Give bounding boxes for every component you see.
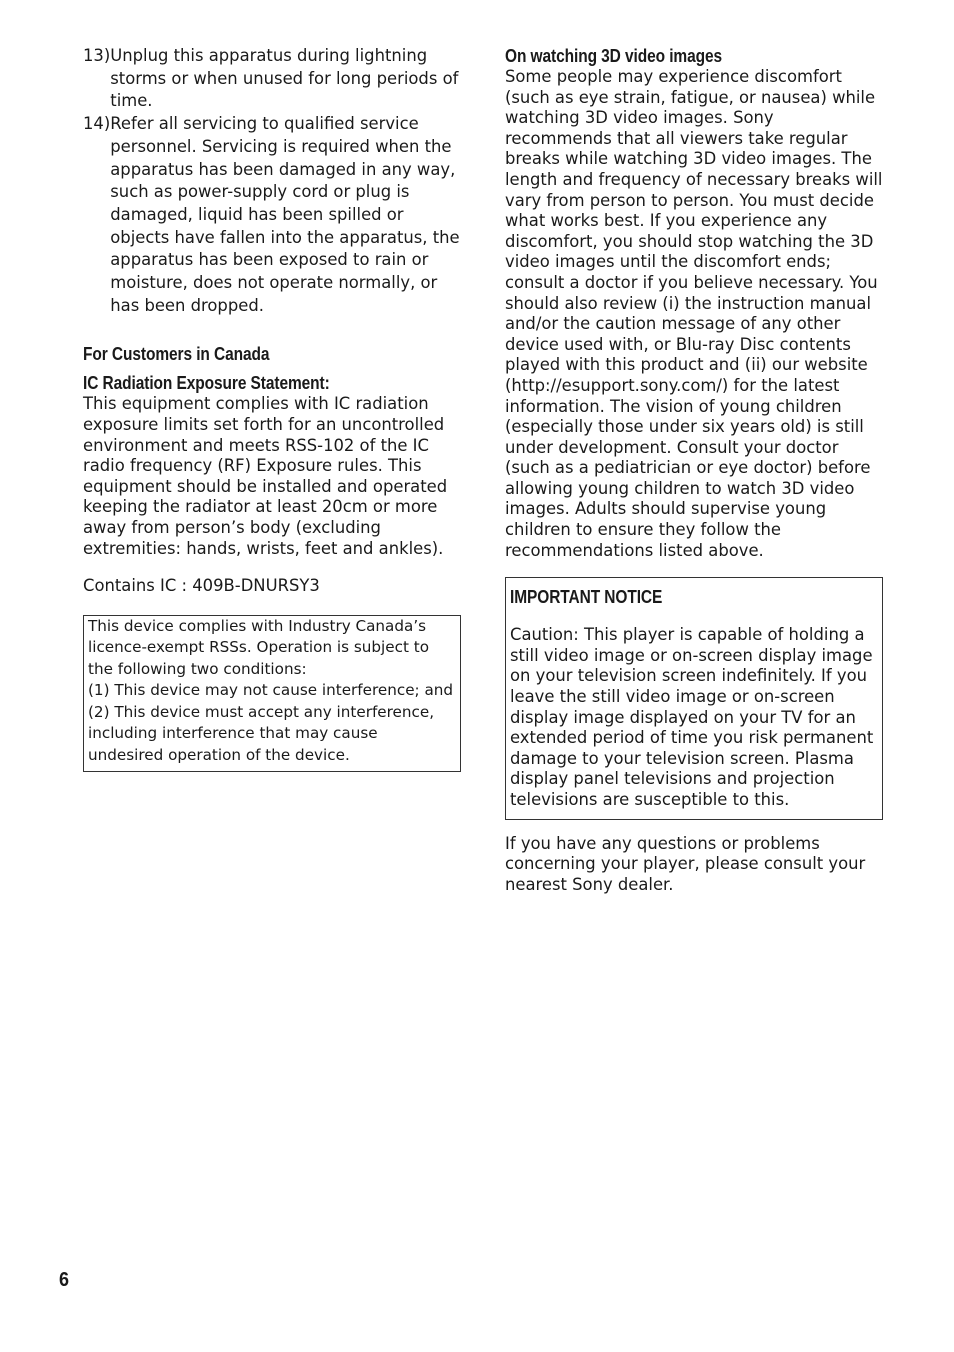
- compliance-condition-2: (2) This device must accept any interference, including interference that may cause undesired operation of the device.: [88, 702, 435, 764]
- list-item: [83, 45, 461, 113]
- important-notice-text: Caution: This player is capable of holding a still video image or on-screen display image on your television screen indefinitely. If you leave the still video image or on-screen display image displayed on your TV for an extended period of time you risk permanent damage to your television screen. Plasma display panel televisions and projection televisions are susceptible to this.: [510, 625, 874, 809]
- ic-heading: IC Radiation Exposure Statement:: [83, 373, 330, 394]
- watching-3d-text: Some people may experience discomfort (such as eye strain, fatigue, or nausea) while watching 3D video images. Sony recommends that all viewers take regular breaks while watching 3D video images. The length and frequency of necessary breaks will vary from person to person. You must decide what works best. If you experience any discomfort, you should stop watching the 3D video images until the discomfort ends; consult a doctor if you believe necessary. You should also review (i) the instruction manual and/or the caution message of any other device used with, or Blu-ray Disc contents played with this product and (ii) our website (http://esupport.sony.com/) for the latest information. The vision of young children (especially those under six years old) is still under development. Consult your doctor (such as a pediatrician or eye doctor) before allowing young children to watch 3D video images. Adults should supervise young children to ensure they follow the recommendations listed above.: [505, 67, 883, 560]
- ic-statement-text: This equipment complies with IC radiation exposure limits set forth for an uncontrolled environment and meets RSS-102 of the IC radio frequency (RF) Exposure rules. This equipment should be installed and operated keeping the radiator at least 20cm or more away from person’s body (excluding extremities: hands, wrists, feet and ankles).: [83, 394, 448, 558]
- canada-heading: For Customers in Canada: [83, 344, 270, 365]
- list-item: [83, 113, 461, 317]
- page-number: 6: [59, 1269, 70, 1291]
- compliance-intro: This device complies with Industry Canada’s licence-exempt RSSs. Operation is subject to the following two conditions:: [88, 616, 429, 678]
- closing-text: If you have any questions or problems concerning your player, please consult your nearest Sony dealer.: [505, 833, 866, 894]
- compliance-box: [83, 615, 461, 773]
- list-item-text: Unplug this apparatus during lightning storms or when unused for long periods of time.: [110, 46, 459, 111]
- right-column: [505, 44, 883, 895]
- compliance-condition-1: (1) This device may not cause interference; and: [88, 681, 454, 700]
- list-item-number: 14): [83, 114, 111, 134]
- list-item-text: Refer all servicing to qualified service personnel. Servicing is required when the apparatus has been damaged in any way, such as power-supply cord or plug is damaged, liquid has been spilled or objects have fallen into the apparatus, the apparatus has been exposed to rain or moisture, does not operate normally, or has been dropped.: [110, 114, 460, 315]
- watching-3d-heading: On watching 3D video images: [505, 46, 723, 66]
- list-item-number: 13): [83, 46, 111, 65]
- left-column: [83, 44, 461, 772]
- important-notice-box: [505, 577, 883, 819]
- safety-instructions-list: [83, 45, 461, 317]
- contains-ic-text: Contains IC : 409B-DNURSY3: [83, 576, 320, 596]
- important-notice-heading: IMPORTANT NOTICE: [510, 587, 663, 608]
